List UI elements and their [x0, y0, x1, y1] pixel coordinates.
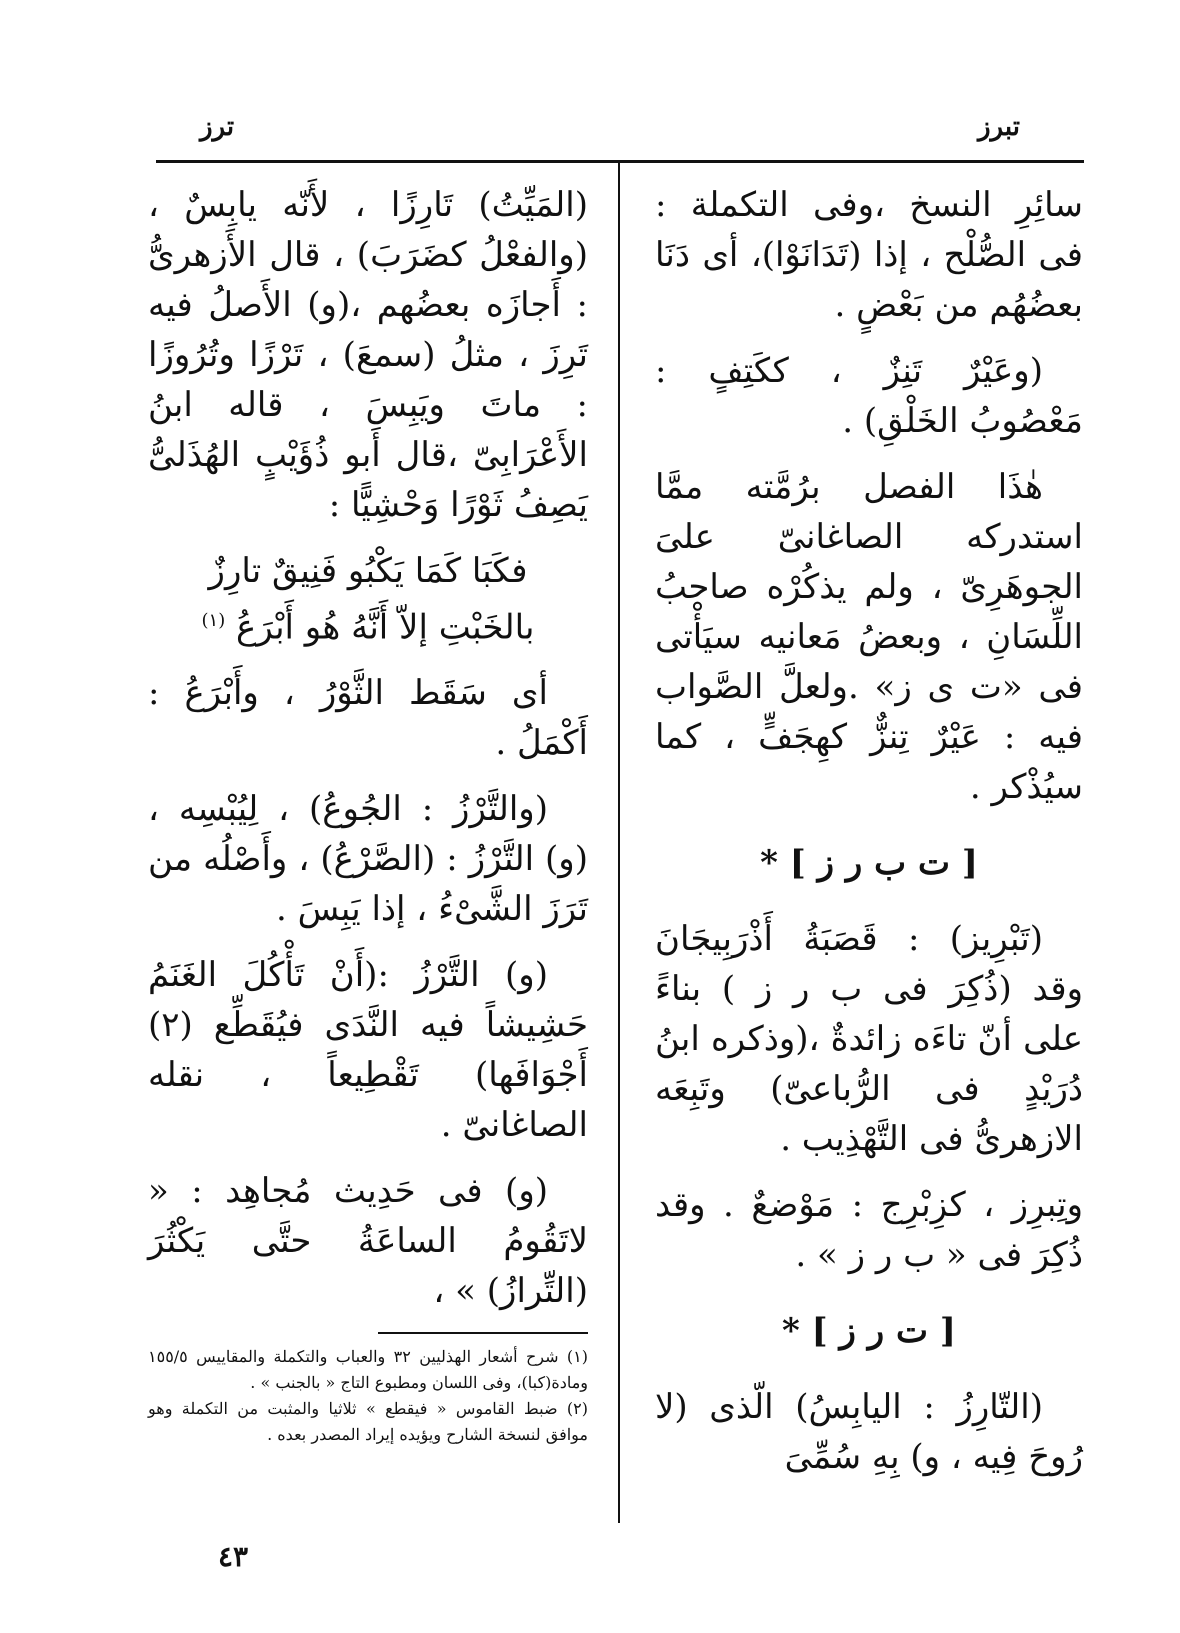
page-number: ٤٣: [218, 1540, 249, 1573]
right-column: [655, 180, 1083, 1498]
paragraph: سائِرِ النسخ ،وفى التكملة : فى الصُّلْح ، إذا (تَدَانَوْا)، أى دَنَا بعضُهُم من بَعْضٍ .: [655, 185, 1083, 325]
entry-heading: [ ت ب ر ز ] *: [760, 843, 978, 883]
verse-text: بالخَبْتِ إلاّ أَنَّهُ هُو أَبْرَعُ: [236, 607, 535, 648]
footnote-marker: (١): [201, 610, 226, 631]
running-head-left: ترز: [200, 112, 235, 142]
paragraph: (التّارِزُ : اليابِسُ) الّذى (لا رُوحَ فِيه ، و) بِهِ سُمِّىَ: [655, 1387, 1083, 1477]
paragraph: وتِبرِز ، كزِبْرِج : مَوْضعٌ . وقد ذُكِرَ فى « ب ر ز » .: [655, 1185, 1083, 1275]
verse-line: [148, 596, 588, 652]
column-divider: [618, 163, 620, 1523]
header-rule: [156, 160, 1084, 163]
footnote: (٢) ضبط القاموس « فيقطع » ثلاثيا والمثبت من التكملة وهو موافق لنسخة الشارح ويؤيده إيراد المصدر بعده .: [148, 1399, 588, 1445]
paragraph: (والتَّرْزُ : الجُوعُ) ، لِيُبْسِه ، (و) التَّرْزُ : (الصَّرْعُ) ، وأَصْلُه من تَرَزَ الشَّىْءُ ، إذا يَبِسَ .: [148, 789, 588, 930]
paragraph: (و) التَّرْزُ :(أَنْ تَأْكُلَ الغَنَمُ حَشِيشاً فيه النَّدَى فيُقَطِّع (٢) أَجْوَافَها) تَقْطِيعاً ، نقله الصاغانىّ .: [148, 955, 588, 1146]
paragraph: أى سَقَط الثَّوْرُ ، وأَبْرَعُ : أَكْمَلُ .: [148, 673, 588, 764]
paragraph: (و) فى حَدِيث مُجاهِد : « لاتَقُومُ الساعَةُ حتَّى يَكْثُرَ (التِّرازُ) » ،: [148, 1171, 588, 1312]
verse-line: فكَبَا كَمَا يَكْبُو فَنِيقٌ تارِزٌ: [208, 551, 528, 591]
paragraph: (المَيِّتُ) تَارِزًا ، لأَنّه يابِسٌ ، (والفعْلُ كضَرَبَ) ، قال الأَزهرىُّ : أَجازَه بعضُهم ،(و) الأَصلُ فيه تَرِزَ ، مثلُ (سمعَ) ، تَرْزًا وتُرُوزًا : ماتَ ويَبِسَ ، قاله ابنُ الأَعْرَابِىّ ،قال أَبو ذُؤَيْبٍ الهُذَلىُّ يَصِفُ ثَوْرًا وَحْشِيًّا :: [148, 185, 588, 525]
running-head-right: تبرز: [978, 112, 1020, 142]
footnote-rule: [378, 1332, 588, 1334]
entry-heading: [ ت ر ز ] *: [782, 1311, 956, 1351]
footnote: (١) شرح أشعار الهذليين ٣٢ والعباب والتكملة والمقاييس ١٥٥/٥ ومادة(كبا)، وفى اللسان ومطبوع التاج « بالجنب » .: [148, 1347, 589, 1393]
paragraph: (تَبْرِيز) : قَصَبَةُ أَذْرَبِيجَانَ وقد (ذُكِرَ فى ب ر ز ) بناءً على أنّ تاءَه زائدةٌ ،(وذكره ابنُ دُرَيْدٍ فى الرُّباعىّ) وتَبِعَه الازهرىُّ فى التَّهْذِيب .: [655, 919, 1083, 1159]
paragraph: (وعَيْرٌ تَنِزٌ ، ككَتِفٍ : مَعْصُوبُ الخَلْقِ) .: [655, 351, 1083, 441]
left-column: [148, 180, 588, 1448]
paragraph: هٰذَا الفصل برُمَّته ممَّا استدركه الصاغانىّ علىَ الجوهَرِىّ ، ولم يذكُرْه صاحبُ اللِّسَانِ ، وبعضُ مَعانيه سيَأْتى فى «ت ى ز» .ولعلَّ الصَّواب فيه : عَيْرٌ تِنزٌّ كهِجَفٍّ ، كما سيُذْكر .: [655, 467, 1083, 807]
